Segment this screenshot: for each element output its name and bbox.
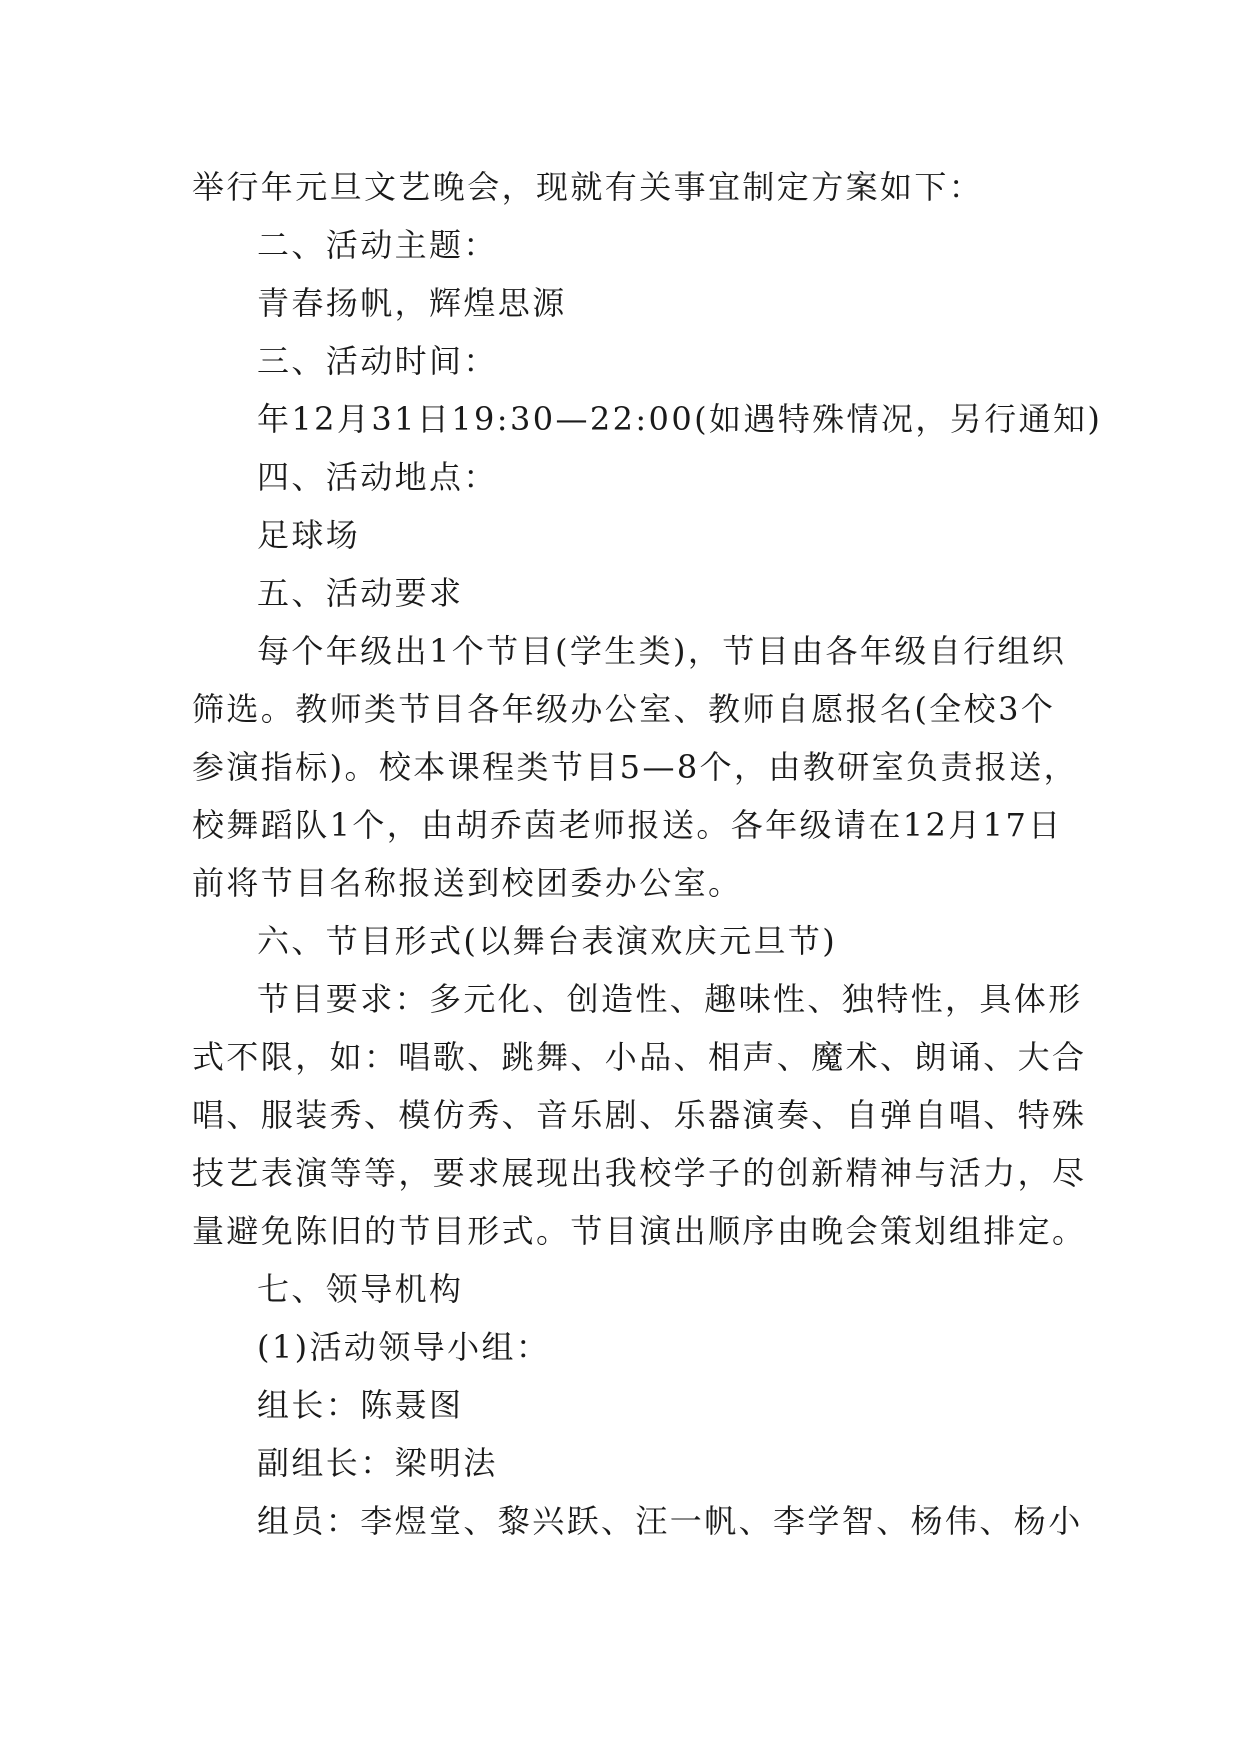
section-heading-location: 四、活动地点： — [257, 458, 498, 496]
text-line: 组员：李煜堂、黎兴跃、汪一帆、李学智、杨伟、杨小 — [257, 1502, 1083, 1540]
text-line: 节目要求：多元化、创造性、趣味性、独特性，具体形 — [257, 980, 1083, 1018]
text-line: 式不限，如：唱歌、跳舞、小品、相声、魔术、朗诵、大合 — [192, 1038, 1087, 1076]
text-line: 量避免陈旧的节目形式。节目演出顺序由晚会策划组排定。 — [192, 1212, 1087, 1250]
text-line: 青春扬帆，辉煌思源 — [257, 284, 567, 322]
text-line: (1)活动领导小组： — [257, 1328, 551, 1366]
section-heading-theme: 二、活动主题： — [257, 226, 498, 264]
text-line: 每个年级出1个节目(学生类)，节目由各年级自行组织 — [257, 632, 1067, 670]
text-line: 副组长：梁明法 — [257, 1444, 498, 1482]
text-line: 唱、服装秀、模仿秀、音乐剧、乐器演奏、自弹自唱、特殊 — [192, 1096, 1087, 1134]
text-line: 前将节目名称报送到校团委办公室。 — [192, 864, 743, 902]
section-heading-requirements: 五、活动要求 — [257, 574, 464, 612]
text-line: 举行年元旦文艺晚会，现就有关事宜制定方案如下： — [192, 168, 984, 206]
section-heading-time: 三、活动时间： — [257, 342, 498, 380]
text-line: 年12月31日19:30—22:00(如遇特殊情况，另行通知) — [257, 400, 1103, 438]
text-line: 组长：陈聂图 — [257, 1386, 464, 1424]
text-line: 校舞蹈队1个，由胡乔茵老师报送。各年级请在12月17日 — [192, 806, 1063, 844]
text-line: 技艺表演等等，要求展现出我校学子的创新精神与活力，尽 — [192, 1154, 1087, 1192]
text-line: 筛选。教师类节目各年级办公室、教师自愿报名(全校3个 — [192, 690, 1056, 728]
section-heading-program-format: 六、节目形式(以舞台表演欢庆元旦节) — [257, 922, 838, 960]
section-heading-leadership: 七、领导机构 — [257, 1270, 464, 1308]
text-line: 参演指标)。校本课程类节目5—8个，由教研室负责报送， — [192, 748, 1079, 786]
text-line: 足球场 — [257, 516, 361, 554]
